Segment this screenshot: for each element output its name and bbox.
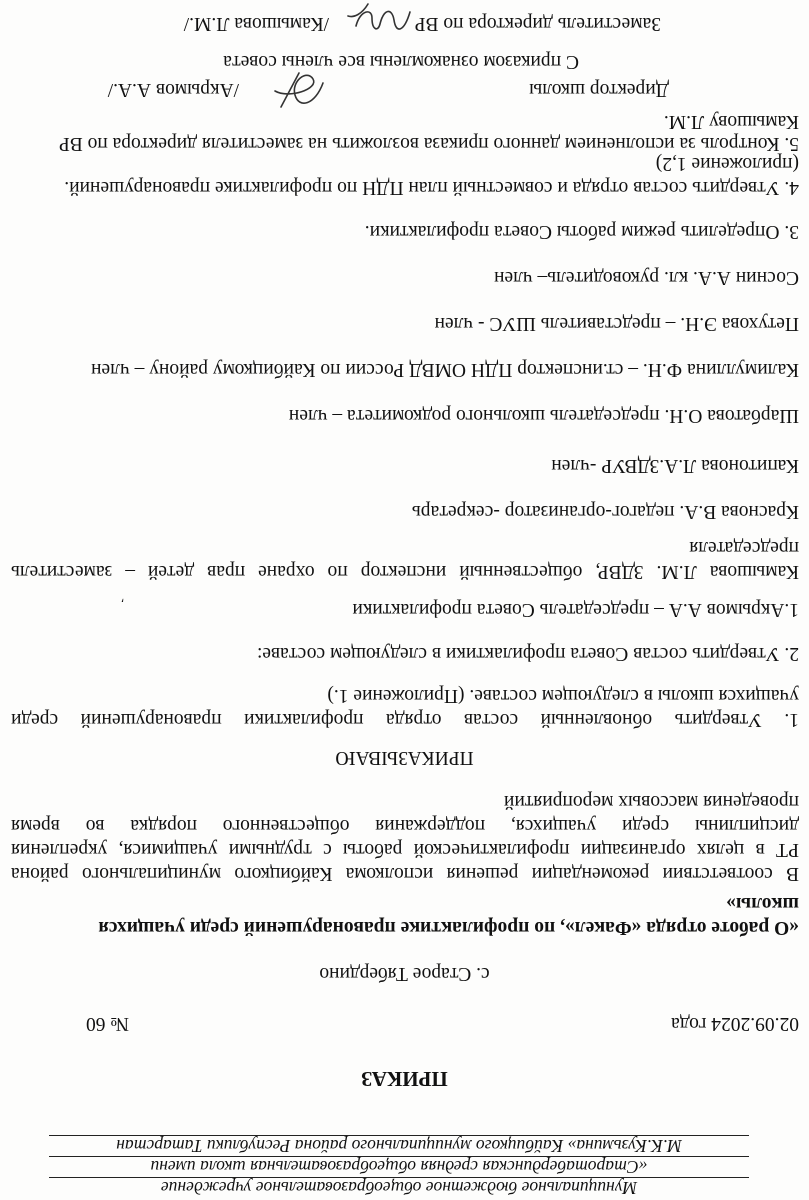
member-1: 1.Акрымов А.А – председатель Совета профилактики (352, 599, 799, 620)
deputy-label: Заместитель директора по ВР (414, 13, 661, 34)
header-rule-2 (49, 1156, 749, 1157)
director-label: Директор школы (529, 79, 669, 100)
order-command: ПРИКАЗЫВАЮ (335, 747, 474, 768)
preamble-line-2: РТ в целях организации профилактической работы с трудными учащимися, укрепления (11, 839, 799, 860)
order-subject-line-2: школы» (726, 893, 799, 914)
item-2: 2. Утвердить состав Совета профилактики в следующем составе: (256, 643, 799, 664)
page-title: ПРИКАЗ (361, 1067, 448, 1091)
member-2-line-1: Камышова Л.М. ЗДВР, общественный инспектор по охране прав детей – заместитель (11, 561, 799, 582)
member-8: Соснин А.А. кл. руководитель– член (494, 267, 799, 288)
director-name: /Акрымов А.А./ (107, 79, 239, 100)
deputy-signature (344, 0, 414, 38)
header-line-3: М.К.Кузьмина» Кайбицкого муниципального района Республики Татарстан (116, 1136, 682, 1156)
member-3: Краснова В.А. педагог-организатор -секретарь (411, 501, 799, 522)
item-4-line-2: (приложение 1,2) (655, 153, 799, 174)
order-subject-line-1: «О работе отряда «Факел», по профилактике правонарушений среди учащихся (98, 917, 799, 938)
member-7: Петухова Э.Н. – представитель ШУС - член (434, 313, 799, 334)
header-line-2: «Старотабердинская средняя общеобразовательная школа имени (150, 1157, 648, 1177)
member-6: Калимуллина Ф.Н. – ст.инспектор ПДН ОМВД России по Кайбицкому району – член (91, 359, 799, 380)
stray-mark: ′ (120, 589, 124, 604)
preamble-line-3: дисциплины среди учащихся, поддержания общественного порядка во время (11, 815, 799, 836)
header-rule-1 (49, 1177, 749, 1178)
member-5: Шарбатова О.Н. председатель школьного родкомитета – член (288, 405, 799, 426)
item-1-line-1: 1. Утвердить обновленный состав отряда профилактики правонарушений среди (11, 709, 799, 730)
order-number: № 60 (86, 1013, 129, 1034)
preamble-line-4: проведения массовых мероприятий (503, 791, 799, 812)
member-2-line-2: председателя (689, 537, 799, 558)
item-5-line-1: 5. Контроль за исполнением данного приказа возложить на заместителя директора по ВР (58, 133, 799, 154)
order-place: с. Старое Тябердино (319, 963, 490, 984)
item-4-line-1: 4. Утвердить состав отряда и совместный план ПДН по профилактике правонарушений. (64, 177, 799, 198)
acquainted-note: С приказом ознакомлены все члены совета (223, 51, 579, 72)
deputy-name: /Камышова Л.М./ (183, 13, 329, 34)
item-3: 3. Определить режим работы Совета профилактики. (364, 221, 799, 242)
item-5-line-2: Камышову Л.М. (663, 111, 799, 132)
member-4: Капитонова Л.А.ЗДВУР -член (551, 455, 799, 476)
item-1-line-2: учащихся школы в следующем составе. (Приложение 1.) (327, 685, 799, 706)
preamble-line-1: В соответствии рекомендации решения исполкома Кайбицкого муниципального района (11, 863, 799, 884)
header-line-1: Муниципальное бюджетное общеобразовательное учреждение (160, 1178, 638, 1198)
header-rule-3 (49, 1135, 749, 1136)
order-date: 02.09.2024 года (671, 1013, 799, 1034)
